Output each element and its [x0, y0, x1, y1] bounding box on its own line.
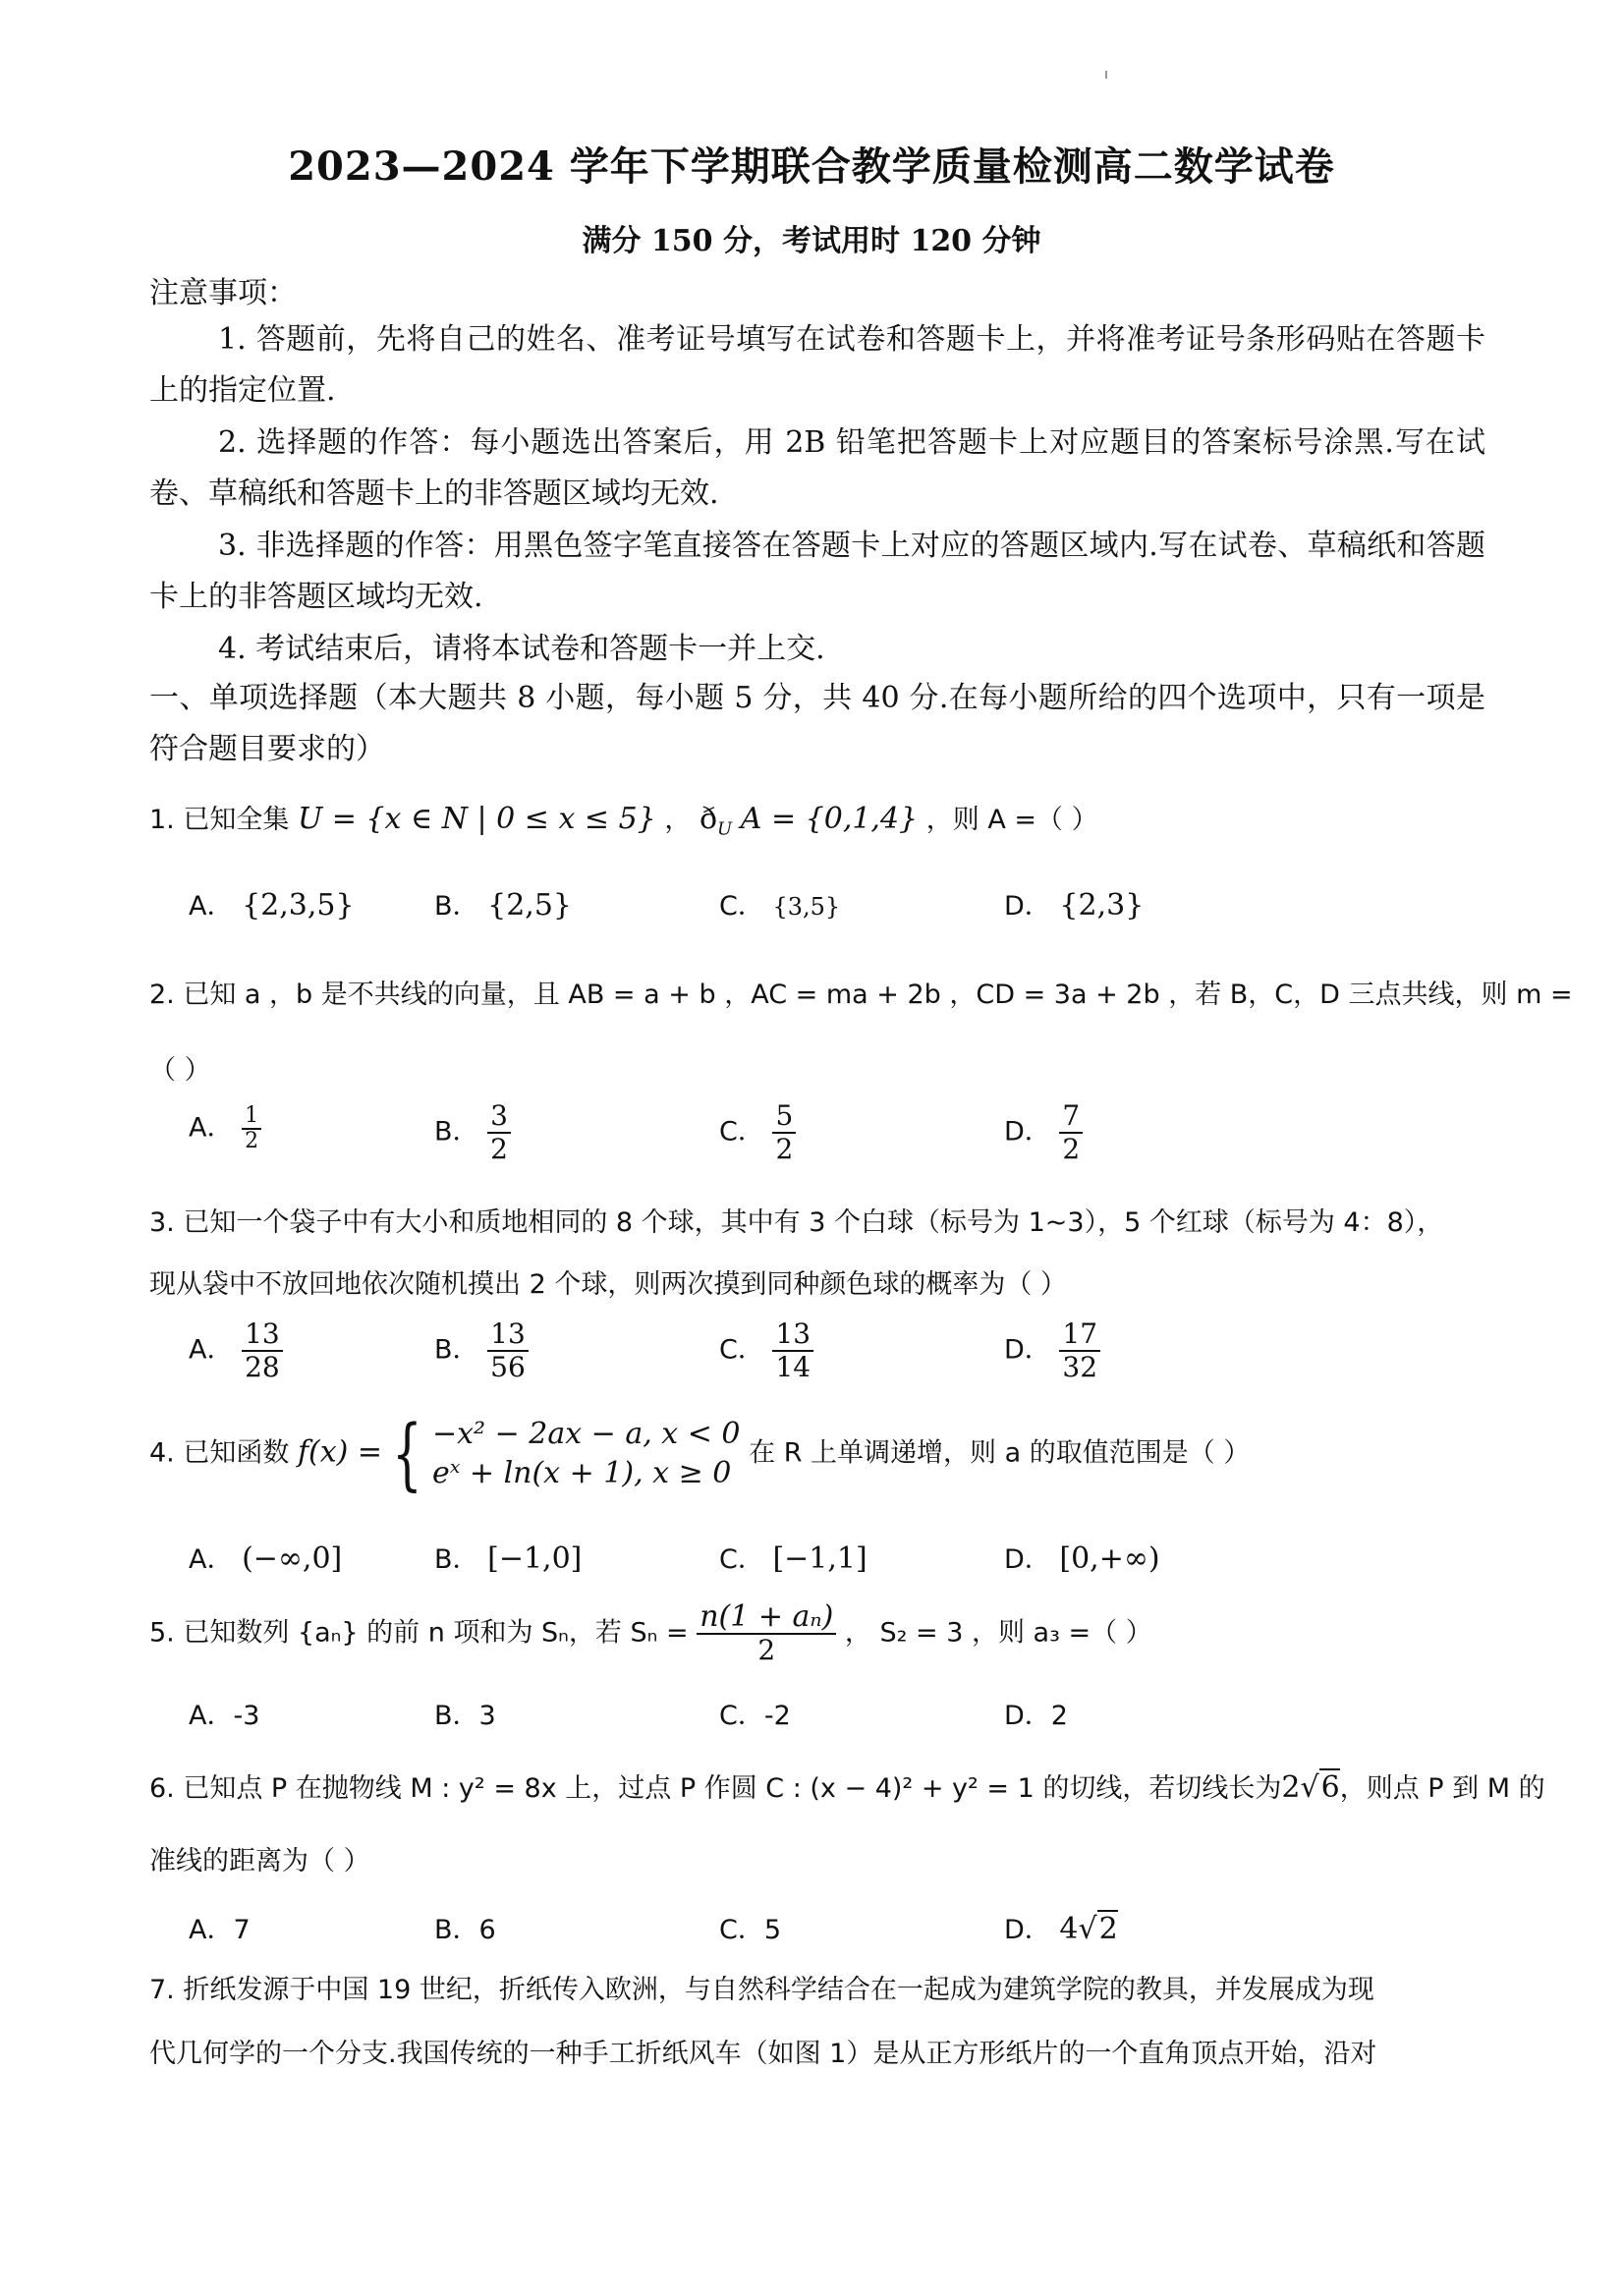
q5-prefix: 5. 已知数列 {aₙ} 的前 n 项和为 Sₙ，若 Sₙ =: [149, 1617, 689, 1649]
option-value: 7: [233, 1915, 251, 1945]
scan-mark: [1105, 71, 1107, 79]
q1-complement-sub: U: [717, 818, 733, 840]
option-fraction: [1059, 1100, 1083, 1165]
q5-suffix: ， S₂ = 3 ，则 a₃ =（ ）: [844, 1617, 1152, 1649]
q5-fraction: [697, 1601, 836, 1666]
denominator: 2: [490, 1133, 508, 1165]
question-7-line-1: 7. 折纸发源于中国 19 世纪，折纸传入欧洲，与自然科学结合在一起成为建筑学院的教具，并发展成为现: [149, 1975, 1374, 2005]
q6-option-d[interactable]: [1004, 1908, 1118, 1946]
option-value: 2: [1050, 1701, 1068, 1731]
q5-option-d[interactable]: [1004, 1694, 1068, 1732]
option-value: {3,5}: [772, 893, 841, 921]
q1-set-a: A = {0,1,4}: [740, 802, 919, 836]
option-fraction: [772, 1318, 813, 1383]
q1-complement-symbol: ð: [699, 802, 717, 836]
q6-option-a[interactable]: [189, 1908, 251, 1946]
numerator: 17: [1059, 1318, 1100, 1352]
section-heading-single-choice: 一、单项选择题（本大题共 8 小题，每小题 5 分，共 40 分.在每小题所给的四个选项中，只有一项是符合题目要求的）: [149, 681, 1485, 766]
option-label: C．: [719, 891, 764, 922]
option-label: D．: [1004, 1915, 1051, 1945]
option-label: D．: [1004, 1334, 1051, 1366]
notice-4: 4. 考试结束后，请将本试卷和答题卡一并上交.: [218, 632, 825, 666]
option-label: B．: [434, 1701, 479, 1731]
option-coef: 4: [1059, 1912, 1079, 1946]
option-fraction: [1059, 1318, 1100, 1383]
q6-text-end: ，则点 P 到 M 的: [1339, 1773, 1545, 1804]
option-label: C．: [719, 1116, 764, 1148]
q4-option-d[interactable]: [1004, 1538, 1160, 1576]
option-value: 3: [478, 1701, 496, 1731]
piecewise-cases: [432, 1415, 741, 1493]
option-label: C．: [719, 1544, 764, 1575]
numerator: 13: [242, 1318, 283, 1352]
option-label: C．: [719, 1701, 764, 1731]
option-value: {2,3}: [1059, 888, 1145, 923]
q2-option-d[interactable]: [1004, 1100, 1083, 1165]
q4-option-c[interactable]: [719, 1538, 867, 1576]
q1-mid: ，: [664, 805, 692, 835]
question-2-line-1: 2. 已知 a ，b 是不共线的向量，且 AB = a + b ，AC = ma + 2b ，CD = 3a + 2b ，若 B，C，D 三点共线，则 m =: [149, 980, 1573, 1010]
q4-prefix: 4. 已知函数: [149, 1437, 290, 1469]
q2-option-a[interactable]: [189, 1104, 261, 1153]
notice-3: 3. 非选择题的作答：用黑色签字笔直接答在答题卡上对应的答题区域内.写在试卷、草稿纸和答题卡上的非答题区域均无效.: [149, 529, 1485, 614]
question-2-line-2: （ ）: [149, 1055, 211, 1086]
question-4: [149, 1408, 1251, 1499]
numerator: 13: [772, 1318, 813, 1352]
q1-option-b[interactable]: [434, 884, 572, 923]
notice-1: 1. 答题前，先将自己的姓名、准考证号填写在试卷和答题卡上，并将准考证号条形码贴在答题卡上的指定位置.: [149, 322, 1485, 408]
option-label: D．: [1004, 1116, 1051, 1148]
q6-sqrt-value: 6: [1320, 1770, 1340, 1805]
question-3-line-2: 现从袋中不放回地依次随机摸出 2 个球，则两次摸到同种颜色球的概率为（ ）: [149, 1269, 1067, 1300]
option-value: [−1,0]: [487, 1541, 583, 1576]
notice-heading: 注意事项：: [149, 276, 297, 310]
option-value: 6: [478, 1915, 496, 1945]
notice-2: 2. 选择题的作答：每小题选出答案后，用 2B 铅笔把答题卡上对应题目的答案标号涂黑.写在试卷、草稿纸和答题卡上的非答题区域均无效.: [149, 425, 1485, 511]
option-fraction: [242, 1318, 283, 1383]
option-value: [−1,1]: [772, 1541, 867, 1576]
q3-option-c[interactable]: [719, 1318, 813, 1383]
numerator: 7: [1059, 1100, 1083, 1134]
denominator: 2: [1062, 1133, 1081, 1165]
question-5: [149, 1601, 1152, 1666]
q6-option-b[interactable]: [434, 1908, 496, 1946]
numerator: 3: [487, 1100, 511, 1134]
option-label: A．: [189, 1334, 234, 1366]
q1-prefix: 1. 已知全集: [149, 805, 290, 835]
denominator: 2: [775, 1133, 794, 1165]
option-label: B．: [434, 891, 479, 922]
q1-suffix: ，则 A =（ ）: [925, 805, 1098, 835]
denominator: 2: [245, 1129, 259, 1153]
question-7-line-2: 代几何学的一个分支.我国传统的一种手工折纸风车（如图 1）是从正方形纸片的一个直角顶点开始，沿对: [149, 2039, 1377, 2069]
q5-option-a[interactable]: [189, 1694, 259, 1732]
denominator: 2: [757, 1634, 776, 1666]
option-fraction: [487, 1318, 529, 1383]
q1-universal-set: U = {x ∈ N | 0 ≤ x ≤ 5}: [297, 802, 656, 836]
option-value: (−∞,0]: [242, 1541, 343, 1576]
q4-suffix: 在 R 上单调递增，则 a 的取值范围是（ ）: [749, 1437, 1251, 1469]
option-label: C．: [719, 1334, 764, 1366]
option-value: {2,3,5}: [242, 888, 355, 923]
sqrt-icon: √: [1300, 1770, 1319, 1805]
numerator: 13: [487, 1318, 529, 1352]
option-label: A．: [189, 891, 234, 922]
option-value: 5: [763, 1915, 782, 1945]
option-value: -2: [763, 1701, 791, 1731]
q1-option-c[interactable]: [719, 884, 840, 923]
question-6-line-1: [149, 1766, 1545, 1805]
option-label: D．: [1004, 891, 1051, 922]
q3-option-a[interactable]: [189, 1318, 283, 1383]
option-radicand: 2: [1098, 1912, 1118, 1946]
q3-option-b[interactable]: [434, 1318, 529, 1383]
question-3-line-1: 3. 已知一个袋子中有大小和质地相同的 8 个球，其中有 3 个白球（标号为 1~3），5 个红球（标号为 4：8），: [149, 1207, 1444, 1238]
option-fraction: [242, 1104, 261, 1153]
q5-option-b[interactable]: [434, 1694, 496, 1732]
denominator: 14: [775, 1351, 812, 1383]
q4-function: f(x) =: [297, 1434, 383, 1470]
denominator: 56: [490, 1351, 526, 1383]
option-value: {2,5}: [487, 888, 573, 923]
exam-subtitle: 满分 150 分，考试用时 120 分钟: [582, 224, 1041, 258]
denominator: 32: [1062, 1351, 1098, 1383]
option-label: C．: [719, 1915, 764, 1945]
option-label: A．: [189, 1112, 234, 1144]
option-value: -3: [233, 1701, 260, 1731]
q2-option-b[interactable]: [434, 1100, 511, 1165]
q6-option-c[interactable]: [719, 1908, 781, 1946]
q1-option-d[interactable]: [1004, 884, 1144, 923]
option-label: B．: [434, 1544, 479, 1575]
numerator: n(1 + aₙ): [697, 1601, 836, 1635]
q4-case-1: −x² − 2ax − a, x < 0: [431, 1417, 741, 1451]
option-label: B．: [434, 1334, 479, 1366]
question-1: [149, 798, 1098, 839]
option-fraction: [487, 1100, 511, 1165]
question-6-line-2: 准线的距离为（ ）: [149, 1846, 370, 1876]
q3-option-d[interactable]: [1004, 1318, 1100, 1383]
option-label: A．: [189, 1915, 234, 1945]
option-label: D．: [1004, 1544, 1051, 1575]
q4-option-b[interactable]: [434, 1538, 582, 1576]
page-title: 2023—2024 学年下学期联合教学质量检测高二数学试卷: [288, 143, 1335, 190]
q6-sqrt-coef: 2: [1281, 1770, 1301, 1805]
q4-option-a[interactable]: [189, 1538, 342, 1576]
option-fraction: [772, 1100, 796, 1165]
option-label: D．: [1004, 1701, 1051, 1731]
numerator: 1: [242, 1104, 261, 1130]
option-label: B．: [434, 1915, 479, 1945]
numerator: 5: [772, 1100, 796, 1134]
sqrt-icon: √: [1078, 1912, 1097, 1946]
q5-option-c[interactable]: [719, 1694, 791, 1732]
q2-option-c[interactable]: [719, 1100, 796, 1165]
denominator: 28: [245, 1351, 280, 1383]
q1-option-a[interactable]: [189, 884, 355, 923]
q4-case-2: eˣ + ln(x + 1), x ≥ 0: [431, 1456, 732, 1490]
option-value: [0,+∞): [1059, 1541, 1160, 1576]
option-label: A．: [189, 1701, 234, 1731]
option-label: B．: [434, 1116, 479, 1148]
q6-text: 6. 已知点 P 在抛物线 M : y² = 8x 上，过点 P 作圆 C : (x − 4)² + y² = 1 的切线，若切线长为: [149, 1773, 1282, 1804]
piecewise-brace: {: [392, 1408, 422, 1499]
option-label: A．: [189, 1544, 234, 1575]
